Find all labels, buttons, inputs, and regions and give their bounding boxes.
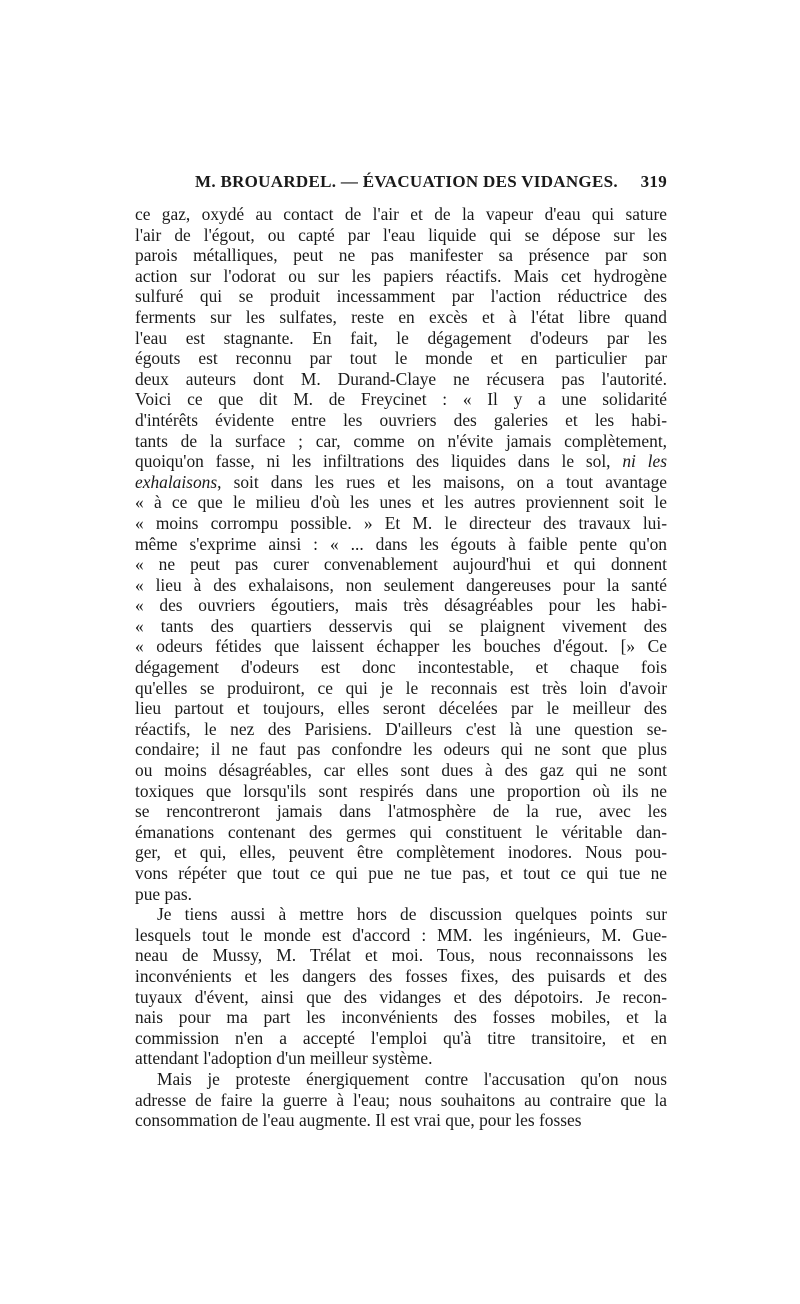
text-line: inconvénients et les dangers des fosses fixes, des puisards et des [135,965,667,986]
text-line: commission n'en a accepté l'emploi qu'à titre transitoire, et en [135,1027,667,1048]
text-line: ferments sur les sulfates, reste en excès et à l'état libre quand [135,306,667,327]
text-line: pue pas. [135,883,192,904]
text-line: parois métalliques, peut ne pas manifester sa présence par son [135,245,667,266]
body-text [135,204,667,1131]
text-line: d'intérêts évidente entre les ouvriers des galeries et les habi- [135,409,667,430]
text-line: lieu partout et toujours, elles seront décelées par le meilleur des [135,698,667,719]
text-line: l'eau est stagnante. En fait, le dégagement d'odeurs par les [135,327,667,348]
text-line: neau de Mussy, M. Trélat et moi. Tous, nous reconnaissons les [135,945,667,966]
text-line: Mais je proteste énergiquement contre l'accusation qu'on nous [157,1068,667,1089]
text-line: adresse de faire la guerre à l'eau; nous souhaitons au contraire que la [135,1089,667,1110]
book-page [135,172,667,1131]
text-line: qu'elles se produiront, ce qui je le reconnais est très loin d'avoir [135,677,667,698]
text-line: Voici ce que dit M. de Freycinet : « Il y a une solidarité [135,389,667,410]
text-line: se rencontreront jamais dans l'atmosphère de la rue, avec les [135,801,667,822]
text-line: « lieu à des exhalaisons, non seulement dangereuses pour la santé [135,574,667,595]
text-line: ou moins désagréables, car elles sont dues à des gaz qui ne sont [135,760,667,781]
text-line: vons répéter que tout ce qui pue ne tue pas, et tout ce qui tue ne [135,863,667,883]
text-line: quoiqu'on fasse, ni les infiltrations des liquides dans le sol, ni les [135,451,667,472]
text-line: « tants des quartiers desservis qui se plaignent vivement des [135,615,667,636]
text-line: nais pour ma part les inconvénients des fosses mobiles, et la [135,1007,667,1028]
page-number: 319 [640,172,667,191]
text-line: « des ouvriers égoutiers, mais très désagréables pour les habi- [135,595,667,616]
text-line: « ne peut pas curer convenablement aujourd'hui et qui donnent [135,554,667,575]
text-line: ce gaz, oxydé au contact de l'air et de la vapeur d'eau qui sature [135,204,667,224]
text-line: Je tiens aussi à mettre hors de discussion quelques points sur [157,904,667,925]
running-head [135,172,667,200]
running-head-title: M. BROUARDEL. — ÉVACUATION DES VIDANGES. [195,172,618,191]
text-line: égouts est reconnu par tout le monde et en particulier par [135,348,667,369]
text-line: ger, et qui, elles, peuvent être complètement inodores. Nous pou- [135,842,667,863]
text-line: dégagement d'odeurs est donc incontestable, et chaque fois [135,657,667,678]
paragraph [135,204,667,904]
text-line: lesquels tout le monde est d'accord : MM. les ingénieurs, M. Gue- [135,924,667,945]
text-line: deux auteurs dont M. Durand-Claye ne récusera pas l'autorité. [135,368,667,389]
paragraph [135,1069,667,1131]
text-line: l'air de l'égout, ou capté par l'eau liquide qui se dépose sur les [135,224,667,245]
text-line: « à ce que le milieu d'où les unes et les autres proviennent soit le [135,492,667,513]
text-line: action sur l'odorat ou sur les papiers réactifs. Mais cet hydrogène [135,265,667,286]
text-line: même s'exprime ainsi : « ... dans les égouts à faible pente qu'on [135,533,667,554]
text-line: consommation de l'eau augmente. Il est vrai que, pour les fosses [135,1110,582,1131]
paragraph [135,904,667,1069]
text-line: « moins corrompu possible. » Et M. le directeur des travaux lui- [135,512,667,533]
text-line: réactifs, le nez des Parisiens. D'ailleurs c'est là une question se- [135,718,667,739]
text-line: toxiques que lorsqu'ils sont respirés dans une proportion où ils ne [135,780,667,801]
text-line: tants de la surface ; car, comme on n'évite jamais complètement, [135,430,667,451]
text-line: sulfuré qui se produit incessamment par l'action réductrice des [135,286,667,307]
text-line: émanations contenant des germes qui constituent le véritable dan- [135,821,667,842]
text-line: « odeurs fétides que laissent échapper les bouches d'égout. [» Ce [135,636,667,657]
text-line: exhalaisons, soit dans les rues et les maisons, on a tout avantage [135,471,667,492]
text-line: tuyaux d'évent, ainsi que des vidanges et des dépotoirs. Je recon- [135,986,667,1007]
text-line: attendant l'adoption d'un meilleur système. [135,1048,433,1069]
text-line: condaire; il ne faut pas confondre les odeurs qui ne sont que plus [135,739,667,760]
